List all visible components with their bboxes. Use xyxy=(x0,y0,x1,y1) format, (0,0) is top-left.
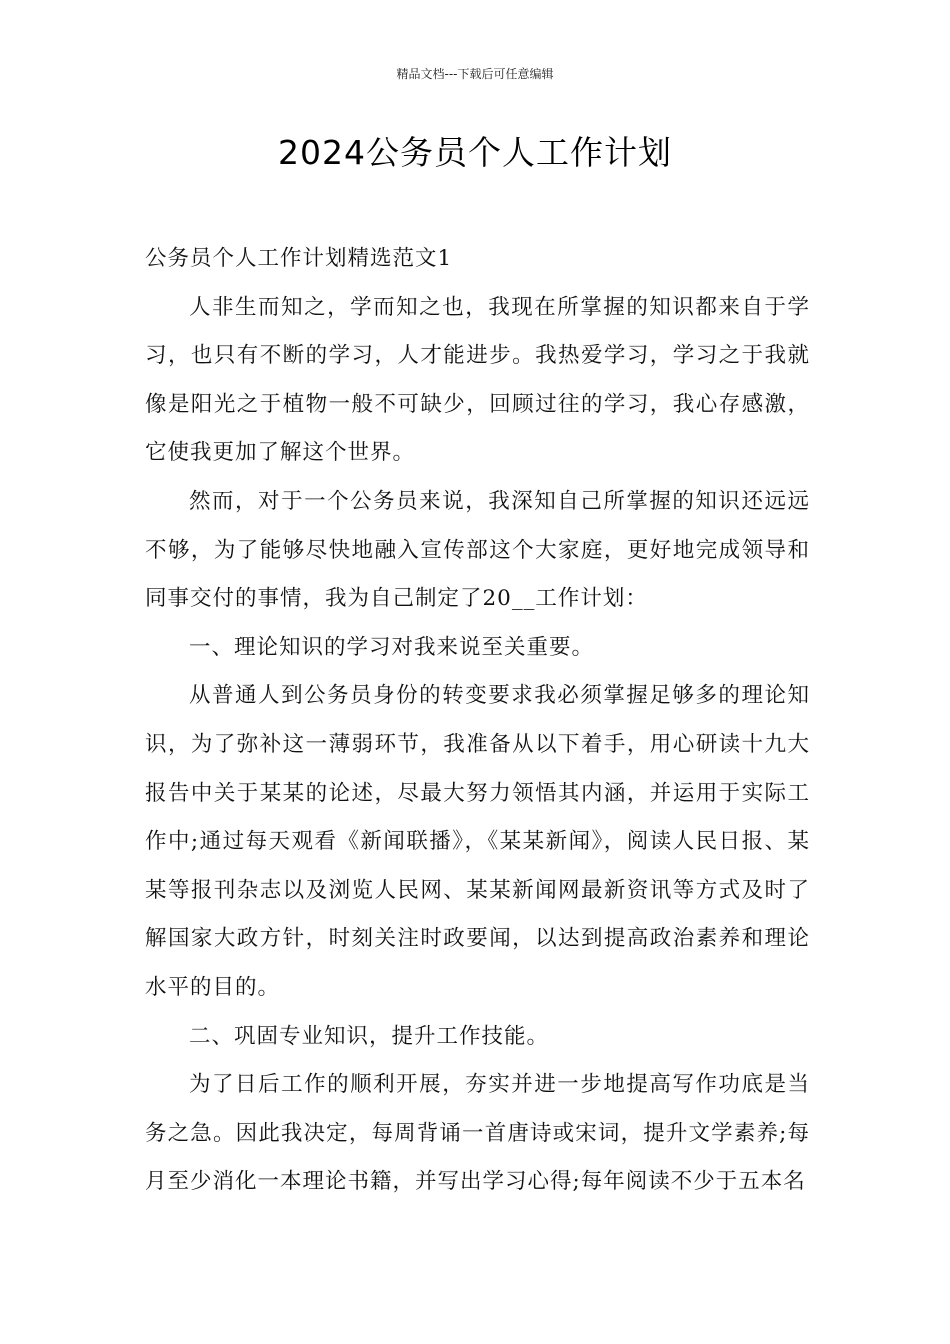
paragraph: 从普通人到公务员身份的转变要求我必须掌握足够多的理论知识，为了弥补这一薄弱环节，我准备从以下着手，用心研读十九大报告中关于某某的论述，尽最大努力领悟其内涵，并运用于实际工作中;通过每天观看《新闻联播》，《某某新闻》，阅读人民日报、某某等报刊杂志以及浏览人民网、某某新闻网最新资讯等方式及时了解国家大政方针，时刻关注时政要闻，以达到提高政治素养和理论水平的目的。 xyxy=(145,683,810,1000)
document-title: 2024公务员个人工作计划 xyxy=(278,133,672,172)
header-note: 精品文档---下载后可任意编辑 xyxy=(396,67,554,81)
section-heading: 二、巩固专业知识，提升工作技能。 xyxy=(189,1023,550,1049)
paragraph: 然而，对于一个公务员来说，我深知自己所掌握的知识还远远不够，为了能够尽快地融入宣传部这个大家庭，更好地完成领导和同事交付的事情，我为自己制定了20__工作计划： xyxy=(145,488,810,612)
paragraph: 为了日后工作的顺利开展，夯实并进一步地提高写作功底是当务之急。因此我决定，每周背诵一首唐诗或宋词，提升文学素养;每月至少消化一本理论书籍，并写出学习心得;每年阅读不少于五本名 xyxy=(145,1072,810,1195)
section-heading: 一、理论知识的学习对我来说至关重要。 xyxy=(189,634,595,660)
paragraph: 人非生而知之，学而知之也，我现在所掌握的知识都来自于学习，也只有不断的学习，人才能进步。我热爱学习，学习之于我就像是阳光之于植物一般不可缺少，回顾过往的学习，我心存感激，它使我更加了解这个世界。 xyxy=(145,294,810,466)
section-subtitle: 公务员个人工作计划精选范文1 xyxy=(145,246,453,271)
document-body xyxy=(145,235,810,1207)
